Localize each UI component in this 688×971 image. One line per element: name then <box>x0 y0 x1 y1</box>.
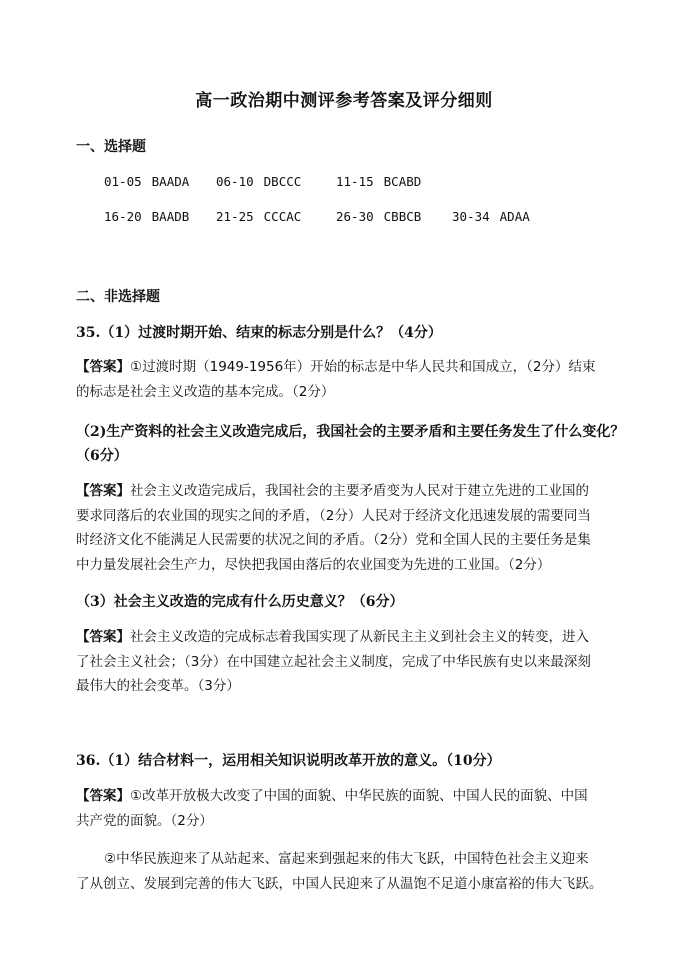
answer-line: 时经济文化不能满足人民需要的状况之间的矛盾。（2分）党和全国人民的主要任务是集 <box>76 532 591 548</box>
answer-35-1 <box>76 355 616 404</box>
answer-line: 了从创立、发展到完善的伟大飞跃，中国人民迎来了从温饱不足道小康富裕的伟大飞跃。 <box>76 875 603 892</box>
answer-tag: 【答案】 <box>76 359 130 375</box>
answer-line: 中力量发展社会生产力，尽快把我国由落后的农业国变为先进的工业国。（2分） <box>76 556 551 573</box>
mc-group <box>104 174 216 189</box>
mc-answers: BAADB <box>151 209 190 224</box>
mc-group <box>336 209 452 224</box>
mc-range: 11-15 <box>336 174 374 189</box>
mc-answer-row-1 <box>104 174 456 189</box>
answer-tag: 【答案】 <box>76 483 130 499</box>
answer-line: ②中华民族迎来了从站起来、富起来到强起来的伟大飞跃，中国特色社会主义迎来 <box>104 851 589 867</box>
mc-group <box>216 174 336 189</box>
mc-range: 01-05 <box>104 174 142 189</box>
mc-answers: CBBCB <box>383 209 422 224</box>
answer-line <box>76 355 616 380</box>
answer-line: 要求同落后的农业国的现实之间的矛盾，（2分）人民对于经济文化迅速发展的需要同当 <box>76 507 591 524</box>
answer-line <box>76 784 616 809</box>
answer-text: 社会主义改造的完成标志着我国实现了从新民主主义到社会主义的转变，进入 <box>130 629 589 645</box>
question-35-2 <box>76 420 624 468</box>
mc-range: 30-34 <box>452 209 490 224</box>
section-heading-choice: 一、选择题 <box>76 139 146 155</box>
answer-tag: 【答案】 <box>76 788 130 804</box>
answer-35-3 <box>76 625 616 699</box>
mc-group <box>216 209 336 224</box>
mc-answers: BAADA <box>151 174 190 189</box>
answer-line: 了社会主义社会；（3分）在中国建立起社会主义制度，完成了中华民族有史以来最深刻 <box>76 653 591 670</box>
mc-answer-row-2 <box>104 209 552 224</box>
mc-answers: CCCAC <box>263 209 302 224</box>
answer-line: 最伟大的社会变革。（3分） <box>76 678 240 694</box>
question-line: （6分） <box>76 448 128 464</box>
question-35-1: 35.（1）过渡时期开始、结束的标志分别是什么？（4分） <box>76 325 442 341</box>
answer-line <box>76 625 616 650</box>
mc-range: 26-30 <box>336 209 374 224</box>
answer-line: 的标志是社会主义改造的基本完成。（2分） <box>76 383 335 400</box>
answer-line: 共产党的面貌。（2分） <box>76 812 213 829</box>
answer-36-1 <box>76 784 616 896</box>
mc-answers: BCABD <box>383 174 422 189</box>
mc-range: 16-20 <box>104 209 142 224</box>
mc-range: 06-10 <box>216 174 254 189</box>
answer-35-2 <box>76 479 616 577</box>
section-heading-nonchoice: 二、非选择题 <box>76 289 160 305</box>
mc-group <box>104 209 216 224</box>
mc-group <box>452 209 552 224</box>
mc-range: 21-25 <box>216 209 254 224</box>
question-35-3: （3）社会主义改造的完成有什么历史意义？（6分） <box>76 594 404 610</box>
question-36-1: 36.（1）结合材料一，运用相关知识说明改革开放的意义。（10分） <box>76 753 501 769</box>
mc-group <box>336 174 456 189</box>
mc-answers: DBCCC <box>263 174 302 189</box>
answer-tag: 【答案】 <box>76 629 130 645</box>
answer-text: ①改革开放极大改变了中国的面貌、中华民族的面貌、中国人民的面貌、中国 <box>130 788 588 804</box>
document-title: 高一政治期中测评参考答案及评分细则 <box>195 91 493 111</box>
answer-text: ①过渡时期（1949-1956年）开始的标志是中华人民共和国成立，（2分）结束 <box>130 359 596 375</box>
answer-text: 社会主义改造完成后，我国社会的主要矛盾变为人民对于建立先进的工业国的 <box>130 483 589 499</box>
question-line: （2)生产资料的社会主义改造完成后，我国社会的主要矛盾和主要任务发生了什么变化？ <box>76 424 625 440</box>
mc-answers: ADAA <box>499 209 530 224</box>
answer-line <box>76 479 616 504</box>
